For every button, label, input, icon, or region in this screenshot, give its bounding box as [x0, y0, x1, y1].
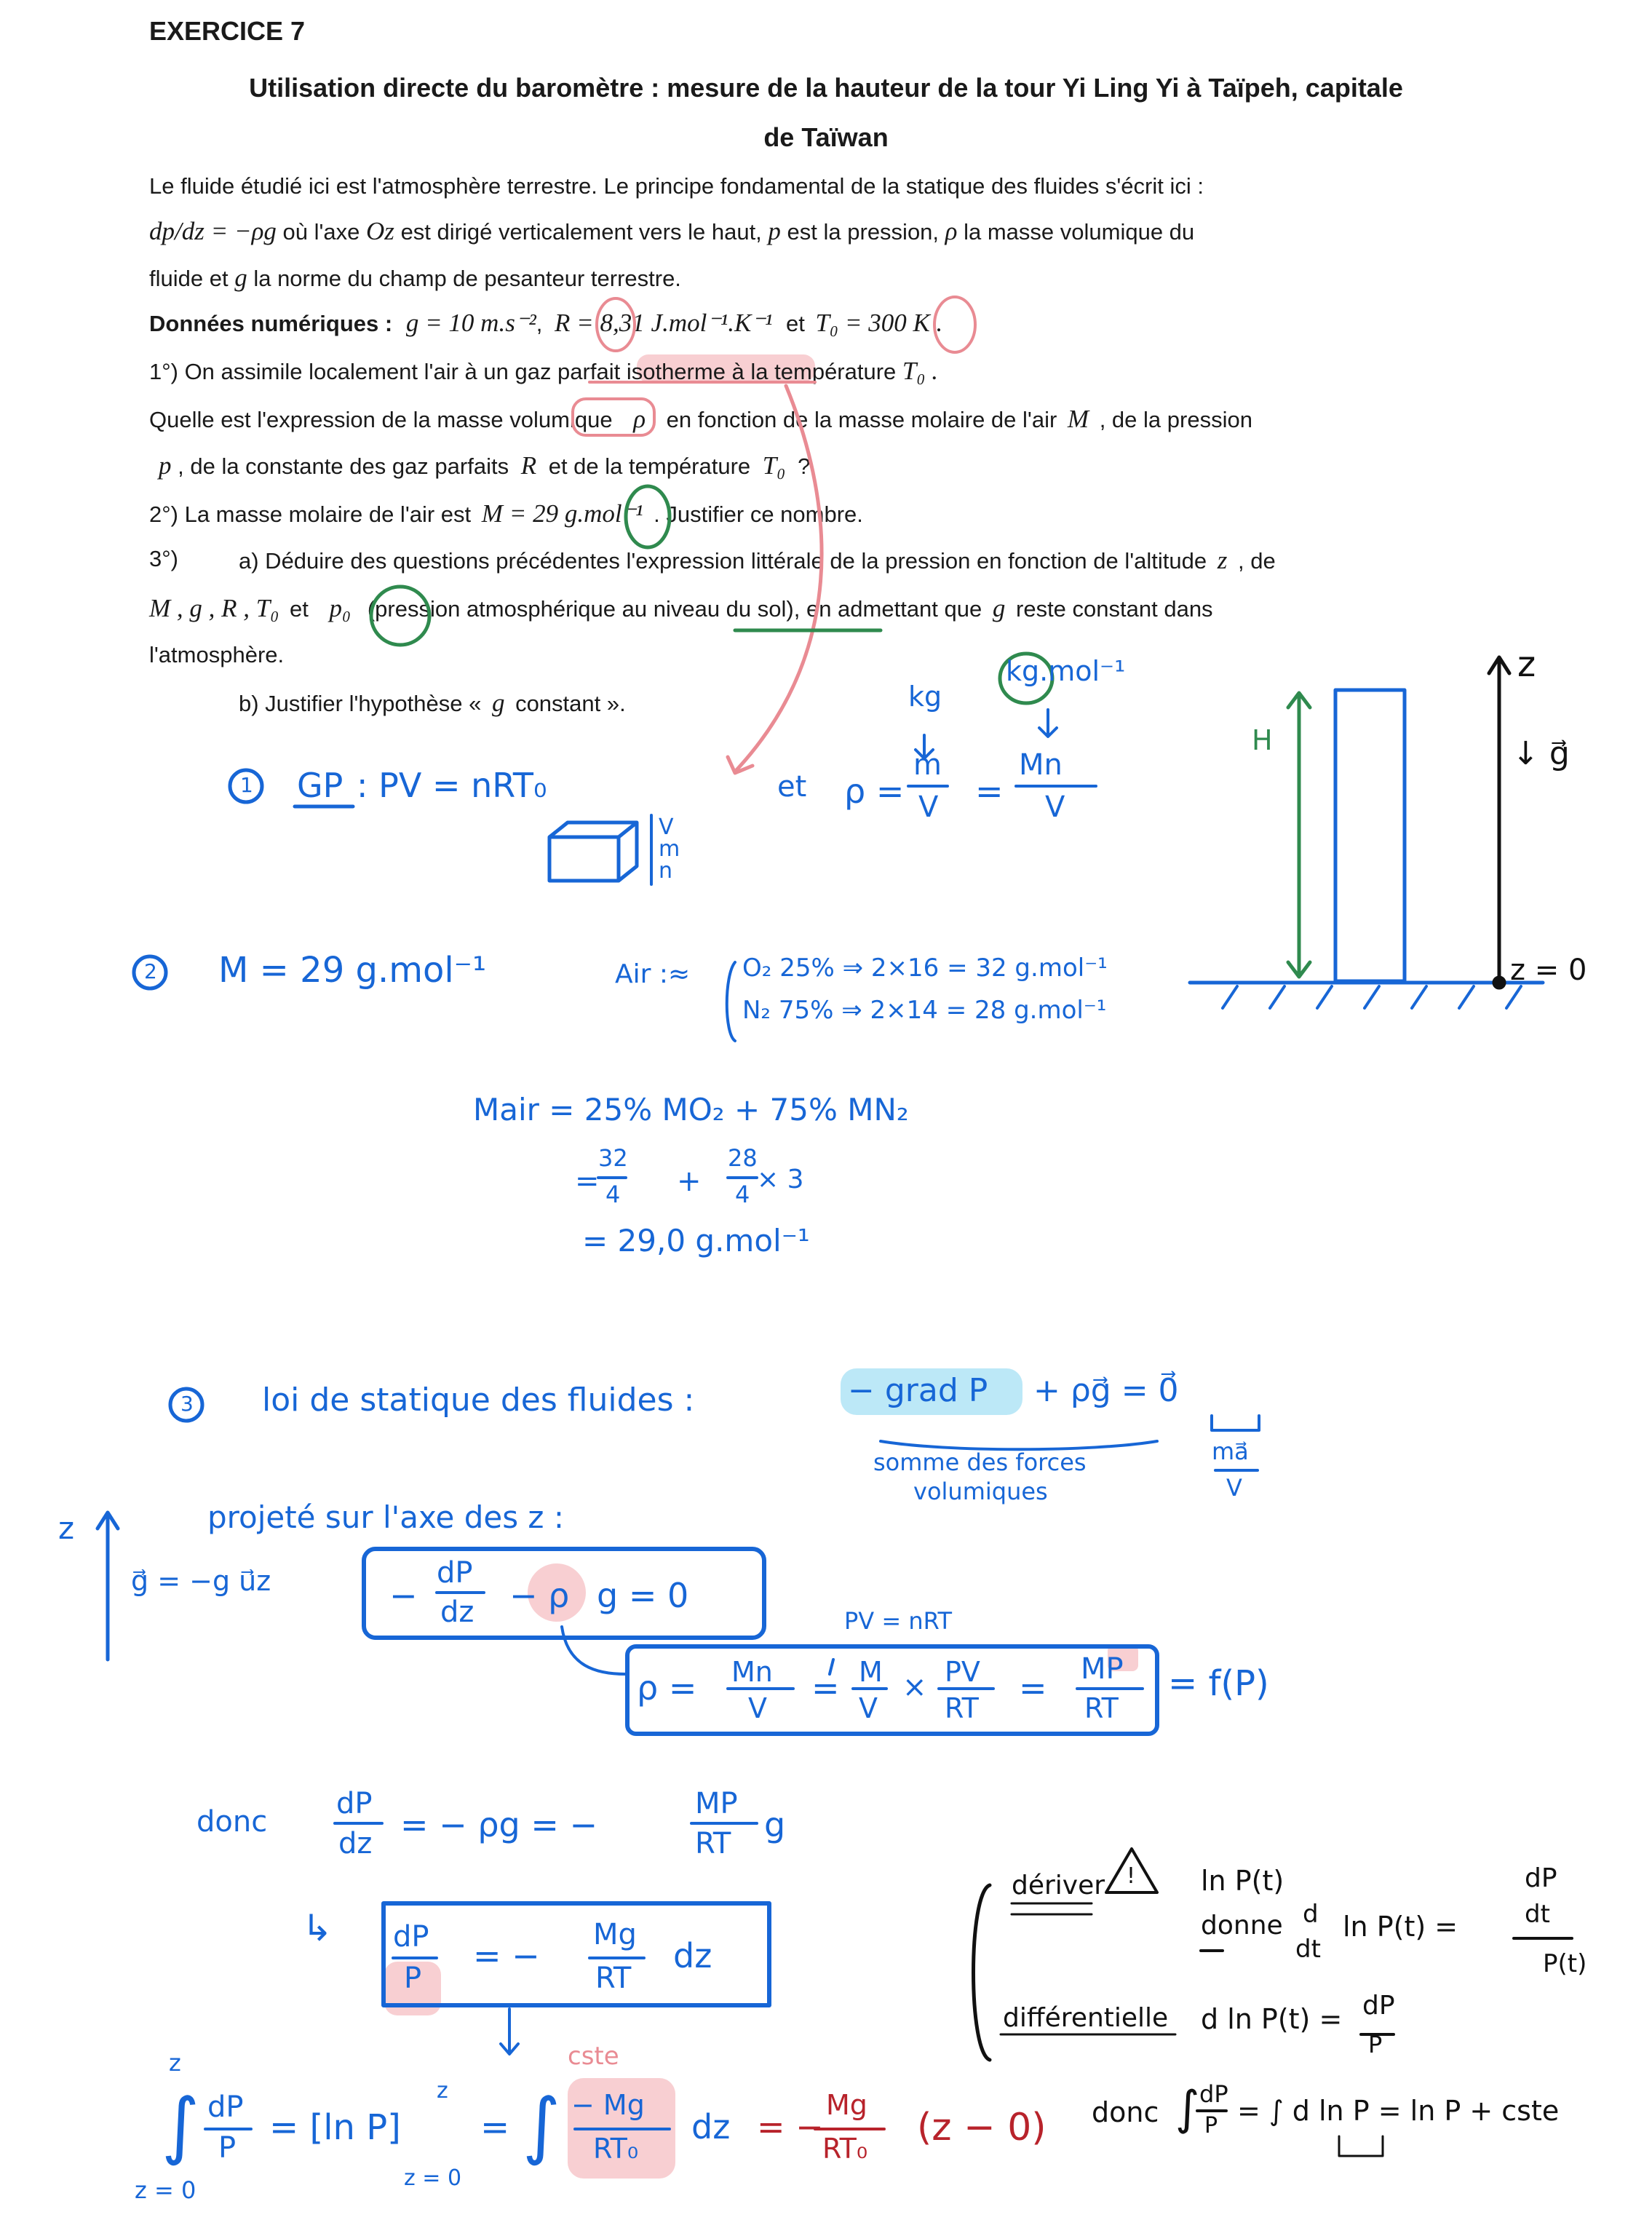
circle-volumique: [573, 399, 654, 435]
q3a-text-a: a) Déduire des questions précédentes l'expression littérale de la pression en fonction de l'altitude: [239, 548, 1207, 574]
tower-height-label: H: [1252, 724, 1273, 756]
brace-side: [1339, 2136, 1383, 2156]
differentielle-label: différentielle: [1003, 2003, 1169, 2033]
q3a-g: g: [992, 594, 1006, 622]
intro-text-e: fluide et: [149, 266, 229, 291]
rho-eq: ρ =: [637, 1668, 697, 1708]
symbol-T0: T₀ .: [902, 357, 939, 385]
ln-Pt: ln P(t): [1201, 1865, 1284, 1897]
sep-dz: dz: [673, 1936, 712, 1975]
exercise-title-line1: Utilisation directe du baromètre : mesure de la hauteur de la tour Yi Ling Yi à Taïpeh, capitale: [249, 73, 1403, 103]
int-dz: dz: [691, 2107, 731, 2146]
result-Mg: Mg: [826, 2089, 867, 2121]
int-bot: z = 0: [135, 2176, 196, 2204]
bracket-bot: z = 0: [404, 2165, 462, 2191]
times-3: × 3: [757, 1165, 804, 1194]
tower-rect: [1335, 690, 1405, 981]
side-int-P: P: [1204, 2113, 1218, 2138]
gravity-label: ↓ g⃗: [1512, 735, 1570, 772]
result-eq: = −: [757, 2107, 824, 2146]
frac-4a: 4: [605, 1181, 621, 1208]
rho-f3d: RT: [945, 1692, 979, 1724]
box-rho: − ρ: [509, 1576, 570, 1615]
integral-sign: ∫: [162, 2082, 200, 2168]
numeric-data-line: Données numériques : g = 10 m.s⁻², R = 8,31 J.mol⁻¹.K⁻¹ et T₀ = 300 K .: [149, 309, 943, 337]
diff-dP: dP: [1362, 1991, 1395, 2021]
g-vector-def: g⃗ = −g u⃗z: [131, 1565, 271, 1597]
unit-kg-mol: kg.mol⁻¹: [1006, 655, 1126, 687]
int-rhs-Mg: − Mg: [571, 2089, 645, 2121]
frac2-den: V: [1045, 790, 1065, 824]
volumiques: volumiques: [913, 1478, 1048, 1505]
donc-mid: = − ρg = −: [400, 1805, 598, 1844]
q2-M-value: M = 29 g.mol⁻¹: [481, 499, 643, 528]
rho-eq2: =: [1019, 1668, 1047, 1708]
sep-RT: RT: [595, 1962, 632, 1995]
rho-f1d: V: [748, 1692, 767, 1724]
rho-f4d: RT: [1084, 1692, 1119, 1724]
donc-dz: dz: [338, 1827, 373, 1860]
q1-text-e: et de la température: [548, 453, 751, 479]
q3b-g: g: [491, 689, 505, 717]
q3a-z: z: [1217, 546, 1228, 574]
q3a-et: et: [290, 596, 309, 622]
arrow-hook: ↳: [302, 1907, 333, 1949]
frac2-num: Mn: [1019, 748, 1063, 782]
box-minus: −: [389, 1576, 418, 1615]
arrow-to-rho: [735, 386, 822, 772]
rho-eq1: =: [811, 1668, 840, 1708]
int-rhs-RT0: RT₀: [593, 2133, 639, 2165]
q1-rho: ρ: [633, 405, 646, 433]
box-label-V: V: [659, 814, 674, 840]
circle-g-unit: [626, 486, 670, 547]
integral-sign-2: ∫: [523, 2082, 561, 2168]
arrow-kgmol: [1039, 710, 1057, 737]
intro-text-c: est la pression,: [787, 219, 940, 245]
statics-equation: dp/dz = −ρg: [149, 217, 277, 245]
donc-RT: RT: [695, 1827, 731, 1860]
rho-f2n: M: [859, 1656, 883, 1688]
dt-num: dt: [1525, 1900, 1550, 1929]
q1-T0: T₀: [762, 451, 786, 480]
q1-question-mark: ?: [798, 453, 811, 479]
section1-number: 1: [240, 773, 253, 797]
sep-Mg: Mg: [593, 1918, 637, 1951]
origin-dot: [1493, 976, 1506, 989]
question3a-line3: l'atmosphère.: [149, 642, 285, 667]
box-rest: g = 0: [597, 1576, 689, 1615]
ln-Pt-eq: ln P(t) =: [1343, 1911, 1458, 1943]
result-RT0: RT₀: [822, 2133, 868, 2165]
sep-P: P: [404, 1962, 422, 1995]
int-dP: dP: [207, 2090, 244, 2124]
intro-text-b: est dirigé verticalement vers le haut,: [400, 219, 762, 245]
volume-box-icon: [549, 822, 637, 881]
symbol-g: g: [234, 263, 247, 292]
rho-f4n: MP: [1081, 1652, 1124, 1686]
ma-label: ma⃗: [1212, 1438, 1249, 1465]
intro-text-f: la norme du champ de pesanteur terrestre.: [253, 266, 681, 291]
mair-eq2: =: [575, 1165, 600, 1198]
intro-line1: Le fluide étudié ici est l'atmosphère terrestre. Le principe fondamental de la statique des fluides s'écrit ici :: [149, 173, 1204, 199]
value-R: R = 8,31 J.mol⁻¹.K⁻¹: [555, 309, 773, 337]
statics-rest: + ρg⃗ = 0⃗: [1033, 1372, 1179, 1409]
mair-plus: +: [677, 1165, 702, 1198]
q3a-text-b: , de: [1238, 548, 1276, 574]
deriver-label: dériver: [1012, 1871, 1105, 1900]
frac-32: 32: [598, 1144, 628, 1172]
air-label: Air :≈: [615, 959, 691, 989]
q2-text-b: . Justifier ce nombre.: [654, 502, 863, 527]
q2-text-a: 2°) La masse molaire de l'air est: [149, 502, 472, 527]
sep-eq: = −: [473, 1936, 540, 1975]
result-z: (z − 0): [917, 2106, 1047, 2149]
q1-text-b: en fonction de la masse molaire de l'air: [666, 407, 1057, 432]
rho-label: ρ =: [844, 772, 905, 811]
gp-label: GP: [297, 766, 343, 805]
section2-number: 2: [144, 959, 157, 983]
frac-28: 28: [728, 1144, 758, 1172]
rho-times: ×: [902, 1670, 927, 1704]
z-axis-label: z: [1517, 644, 1536, 685]
donc-dP: dP: [336, 1787, 373, 1820]
o2-line: O₂ 25% ⇒ 2×16 = 32 g.mol⁻¹: [742, 954, 1108, 983]
arrow-down: [501, 2009, 518, 2054]
d-num: d: [1303, 1900, 1319, 1929]
Pt-den: P(t): [1543, 1949, 1587, 1978]
box-dz: dz: [440, 1595, 474, 1629]
box-label-m: m: [659, 836, 680, 862]
mair-line: Mair = 25% MO₂ + 75% MN₂: [473, 1092, 909, 1127]
dt-den: dt: [1295, 1935, 1321, 1964]
box-dP: dP: [437, 1556, 473, 1590]
frac-4b: 4: [735, 1181, 750, 1208]
circle-T0: [934, 297, 975, 352]
q3a-text-d: reste constant dans: [1016, 596, 1213, 622]
left-z-label: z: [58, 1510, 75, 1546]
donc-MP: MP: [695, 1787, 738, 1820]
circle-R: [597, 298, 635, 351]
side-integral: ∫: [1175, 2082, 1200, 2136]
height-arrow: [1288, 693, 1310, 977]
brace-ma: [1212, 1416, 1259, 1430]
somme-forces: somme des forces: [873, 1448, 1087, 1476]
q3a-p0: p₀: [329, 594, 352, 622]
et-label: et: [777, 770, 807, 804]
q3a-text-c: (pression atmosphérique au niveau du sol), en admettant que: [367, 596, 982, 622]
frac1-den: V: [918, 790, 939, 824]
q3a-vars: M , g , R , T₀: [149, 594, 279, 622]
rho-f2d: V: [859, 1692, 878, 1724]
symbol-rho: ρ: [945, 217, 958, 245]
side-rest: = ∫ d ln P = ln P + cste: [1237, 2095, 1560, 2127]
intro-text-d: la masse volumique du: [964, 219, 1195, 245]
side-int-dP: dP: [1199, 2080, 1228, 2108]
z-axis-arrow: [1489, 657, 1509, 983]
q3b-text-b: constant ».: [515, 691, 626, 716]
exercise-title-line2: de Taïwan: [763, 122, 889, 152]
d-lnPt: d ln P(t) =: [1201, 2003, 1343, 2035]
section3-number: 3: [180, 1392, 194, 1416]
projected-label: projeté sur l'axe des z :: [207, 1499, 564, 1535]
bracket-top: z: [437, 2078, 448, 2104]
dP-num: dP: [1525, 1863, 1557, 1893]
q1-M: M: [1067, 405, 1089, 433]
grad-P: − grad P: [848, 1372, 988, 1409]
box-label-n: n: [659, 858, 673, 884]
donne-label: donne: [1201, 1911, 1283, 1940]
underline-deriver: [1012, 1903, 1092, 1914]
q1-text-c: , de la pression: [1099, 407, 1252, 432]
symbol-p: p: [768, 217, 781, 245]
ground-hatching: [1223, 986, 1521, 1008]
cste-label: cste: [568, 2042, 619, 2071]
equals-sign: =: [975, 772, 1004, 811]
donc-g: g: [764, 1805, 786, 1844]
q3b-text-a: b) Justifier l'hypothèse «: [239, 691, 482, 716]
exercise-heading: EXERCICE 7: [149, 16, 306, 46]
mair-result: = 29,0 g.mol⁻¹: [582, 1223, 810, 1258]
lnP-bracket: = [ln P]: [269, 2107, 401, 2148]
int-eq2: =: [480, 2107, 510, 2148]
int-top: z: [169, 2049, 181, 2077]
donc-label: donc: [196, 1805, 268, 1839]
question3-number: 3°): [149, 546, 178, 571]
question1-text: 1°) On assimile localement l'air à un gaz parfait isotherme à la température: [149, 359, 897, 384]
f-of-P: = f(P): [1168, 1663, 1269, 1704]
sep-dP: dP: [393, 1920, 429, 1954]
ideal-gas-equation: : PV = nRT₀: [357, 766, 547, 805]
intro-text-a: où l'axe: [282, 219, 360, 245]
circle-p0: [371, 587, 429, 645]
value-T0: T₀ = 300 K .: [815, 309, 943, 337]
q1-p: p: [159, 451, 172, 480]
molar-mass-eq: M = 29 g.mol⁻¹: [218, 950, 487, 991]
data-et: et: [785, 311, 805, 336]
statics-law-label: loi de statique des fluides :: [262, 1381, 695, 1419]
side-bracket: [974, 1885, 990, 2060]
unit-kg: kg: [908, 681, 942, 713]
air-brace: [727, 962, 735, 1041]
n2-line: N₂ 75% ⇒ 2×14 = 28 g.mol⁻¹: [742, 996, 1107, 1025]
rho-f1n: Mn: [731, 1656, 773, 1688]
ma-V: V: [1226, 1474, 1242, 1502]
axis-oz: Oz: [366, 217, 394, 245]
pv-nrt: PV = nRT: [844, 1607, 953, 1635]
value-g: g = 10 m.s⁻²: [405, 309, 536, 337]
int-P: P: [218, 2131, 237, 2165]
rho-f3n: PV: [945, 1656, 980, 1688]
q1-text-d: , de la constante des gaz parfaits: [178, 453, 509, 479]
arrow-rho-expression: [562, 1627, 626, 1674]
frac1-num: m: [913, 748, 942, 782]
side-donc: donc: [1092, 2096, 1159, 2128]
numeric-data-label: Données numériques :: [149, 311, 393, 336]
left-z-axis: [98, 1513, 118, 1660]
warning-mark: !: [1127, 1863, 1136, 1889]
diff-P: P: [1368, 2031, 1383, 2058]
q1-text-a: Quelle est l'expression de la masse volumique: [149, 407, 613, 432]
q1-R: R: [520, 451, 537, 480]
z-zero-label: z = 0: [1510, 954, 1587, 987]
